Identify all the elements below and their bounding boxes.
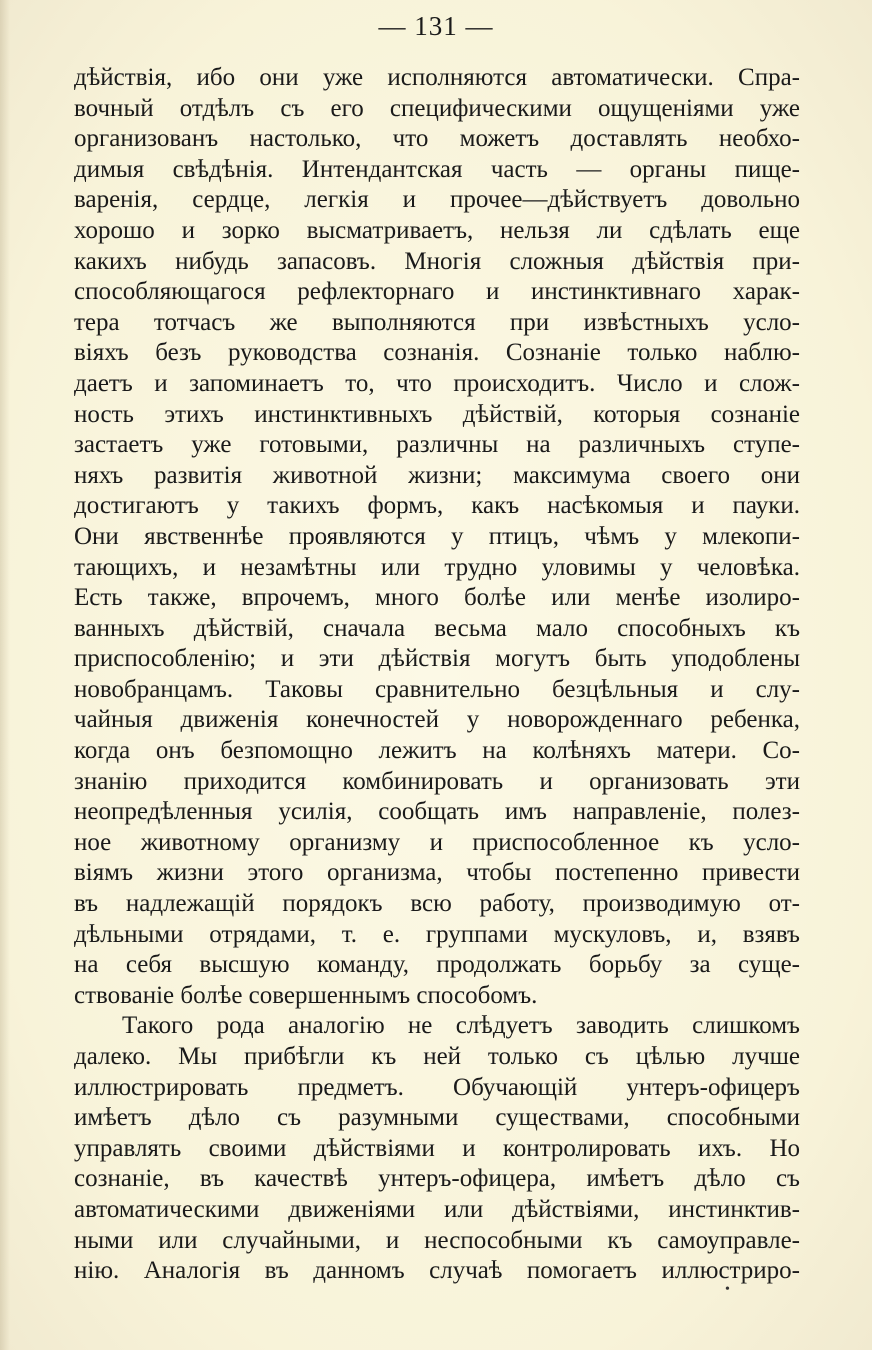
text-line: Есть также, впрочемъ, много болѣе или менѣе изолиро-: [74, 584, 800, 612]
paragraph-last-line: ствованіе болѣе совершеннымъ способомъ.: [74, 981, 538, 1009]
text-line: ванныхъ дѣйствій, сначала весьма мало способныхъ къ: [74, 614, 800, 642]
text-line: віямъ жизни этого организма, чтобы постепенно привести: [74, 859, 800, 887]
text-line: неопредѣленныя усилія, сообщать имъ направленіе, полез-: [74, 798, 800, 826]
text-line: димыя свѣдѣнія. Интендантская часть — органы пище-: [74, 155, 800, 183]
text-line: сознаніе, въ качествѣ унтеръ-офицера, имѣетъ дѣло съ: [74, 1165, 800, 1193]
text-line: достигаютъ у такихъ формъ, какъ насѣкомыя и пауки.: [74, 492, 800, 520]
text-line: застаетъ уже готовыми, различны на различныхъ ступе-: [74, 431, 800, 459]
text-line: управлять своими дѣйствіями и контролировать ихъ. Но: [74, 1134, 800, 1162]
text-line: тера тотчасъ же выполняются при извѣстныхъ усло-: [74, 308, 800, 336]
text-line: ное животному организму и приспособленное къ усло-: [74, 828, 800, 856]
text-line: няхъ развитія животной жизни; максимума своего они: [74, 461, 800, 489]
text-line: автоматическими движеніями или дѣйствіями, инстинктив-: [74, 1195, 800, 1223]
text-line: иллюстрировать предметъ. Обучающій унтеръ-офицеръ: [74, 1073, 800, 1101]
text-line: віяхъ безъ руководства сознанія. Сознаніе только наблю-: [74, 339, 800, 367]
text-line: въ надлежащій порядокъ всю работу, производимую от-: [74, 890, 800, 918]
text-line: ными или случайными, и неспособными къ самоуправле-: [74, 1226, 800, 1254]
text-line: дѣйствія, ибо они уже исполняются автоматически. Спра-: [74, 64, 800, 91]
text-line: вочный отдѣлъ съ его специфическими ощущеніями уже: [74, 94, 800, 122]
text-line: даетъ и запоминаетъ то, что происходитъ. Число и слож-: [74, 369, 800, 397]
text-line: далеко. Мы прибѣгли къ ней только съ цѣлью лучше: [74, 1043, 800, 1070]
text-line: варенія, сердце, легкія и прочее—дѣйствуетъ довольно: [74, 186, 800, 214]
text-line: чайныя движенія конечностей у новорожденнаго ребенка,: [74, 706, 800, 734]
page-number: — 131 —: [378, 11, 494, 41]
text-line: знанію приходится комбинировать и организовать эти: [74, 767, 800, 795]
text-line: способляющагося рефлекторнаго и инстинктивнаго харак-: [74, 278, 800, 306]
text-line: на себя высшую команду, продолжать борьбу за суще-: [74, 951, 800, 979]
text-line: когда онъ безпомощно лежитъ на колѣняхъ матери. Со-: [74, 737, 800, 765]
text-line: приспособленію; и эти дѣйствія могутъ быть уподоблены: [74, 645, 800, 673]
body-text: [74, 63, 800, 1287]
text-line: дѣльными отрядами, т. е. группами мускуловъ, и, взявъ: [74, 920, 800, 948]
text-line: ность этихъ инстинктивныхъ дѣйствій, которыя сознаніе: [74, 400, 800, 428]
text-line: организованъ настолько, что можетъ доставлять необхо-: [74, 125, 800, 153]
text-line: новобранцамъ. Таковы сравнительно безцѣльныя и слу-: [74, 675, 800, 703]
paragraph-first-line: Такого рода аналогію не слѣдуетъ заводить слишкомъ: [122, 1012, 800, 1040]
ink-speck: •: [725, 1282, 730, 1297]
page-edge-shadow: [0, 0, 10, 1350]
text-line: Они явственнѣе проявляются у птицъ, чѣмъ у млекопи-: [74, 522, 800, 550]
text-line: тающихъ, и незамѣтны или трудно уловимы у человѣка.: [74, 553, 800, 581]
text-line: хорошо и зорко высматриваетъ, нельзя ли сдѣлать еще: [74, 216, 800, 244]
text-line: нію. Аналогія въ данномъ случаѣ помогаетъ иллюстриро-: [74, 1257, 800, 1285]
text-line: какихъ нибудь запасовъ. Многія сложныя дѣйствія при-: [74, 247, 800, 275]
text-line: имѣетъ дѣло съ разумными существами, способными: [74, 1104, 800, 1132]
